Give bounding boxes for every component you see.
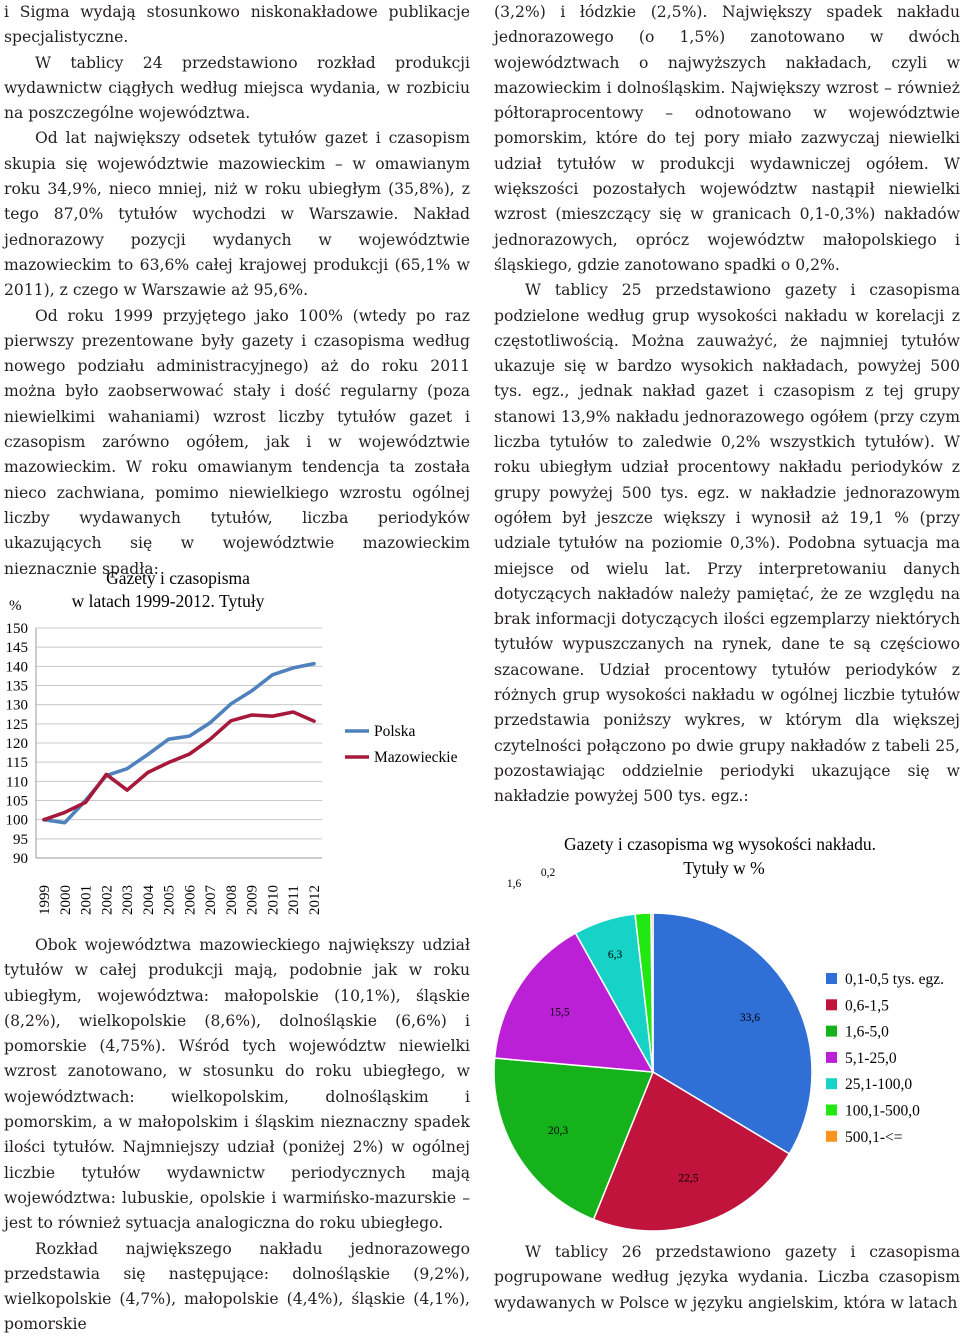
legend-swatch <box>826 1105 837 1116</box>
y-tick-label: 150 <box>5 621 28 637</box>
x-ticks <box>37 885 323 916</box>
y-tick-label: 95 <box>13 831 28 848</box>
y-tick-label: 140 <box>5 659 28 676</box>
x-tick-label: 2007 <box>203 885 220 915</box>
legend <box>826 971 944 1146</box>
right-column <box>494 0 960 810</box>
x-tick-label: 2005 <box>161 885 178 915</box>
legend-swatch <box>826 1078 837 1089</box>
paragraph: W tablicy 26 przedstawiono gazety i czasopisma pogrupowane według języka wydania. Liczba czasopism wydawanych w Polsce w języku angielskim, która w latach <box>494 1243 960 1312</box>
pie-slice-label: 0,2 <box>540 867 556 879</box>
legend-label: 100,1-500,0 <box>845 1102 920 1120</box>
x-tick-label: 2000 <box>57 885 74 915</box>
line-chart <box>0 560 480 920</box>
x-tick-label: 2012 <box>307 885 323 915</box>
legend-label: Mazowieckie <box>374 749 458 766</box>
legend-label: 25,1-100,0 <box>845 1076 913 1094</box>
pie-chart <box>494 826 960 1226</box>
paragraph: W tablicy 25 przedstawiono gazety i czasopisma podzielone według grup wysokości nakładu w korelacji z częstotliwością. Można zauważyć, że najmniej tytułów ukazuje się w bardzo wysokich nakładach, powyżej 500 tys. egz., jednak nakład gazet i czasopism z tej grupy stanowi 13,9% nakładu jednorazowego ogółem (przy czym liczba tytułów to zaledwie 0,2% wszystkich tytułów). W roku ubiegłym udział procentowy nakładu periodyków z grupy powyżej 500 tys. egz. w nakładzie jednorazowym ogółem był jeszcze większy i wynosił aż 19,1 % (przy udziale tytułów na poziomie 0,3%). Podobna sytuacja ma miejsce od wielu lat. Przy interpretowaniu danych dotyczących nakładów należy pamiętać, że ze względu na brak informacji dotyczących ilości egzemplarzy niektórych tytułów wypuszczanych na rynek, dane te są częściowo szacowane. Udział procentowy tytułów periodyków z różnych grup wysokości nakładu w ogólnej liczbie tytułów przedstawia poniższy wykres, w którym dla większej czytelności połączono po dwie grupy nakładów z tabeli 25, pozostawiając oddzielnie periodyki ukazujące się w nakładzie powyżej 500 tys. egz.: <box>494 281 960 806</box>
legend-label: 500,1-<= <box>845 1128 903 1146</box>
y-tick-label: 125 <box>5 716 28 733</box>
x-tick-label: 2010 <box>265 885 282 915</box>
y-ticks <box>6 621 29 867</box>
paragraph: (3,2%) i łódzkie (2,5%). Największy spadek nakładu jednorazowego (o 1,5%) zanotowano w dwóch województwach o najwyższych nakładach, czyli w mazowieckim i dolnośląskim. Największy wzrost – również półtoraprocentowy – odnotowano w województwie pomorskim, które do tej pory miało zazwyczaj niewielki udział tytułów w produkcji wydawniczej ogółem. W większości pozostałych województw nastąpił niewielki wzrost (mieszczący się w granicach 0,1-0,3%) nakładów jednorazowych, oprócz województw małopolskiego i śląskiego, gdzie zanotowano spadki o 0,2%. <box>494 3 960 274</box>
y-tick-label: 120 <box>5 736 28 752</box>
x-tick-label: 2011 <box>286 885 303 915</box>
legend-label: Polska <box>374 723 416 740</box>
x-tick-label: 2002 <box>99 885 116 915</box>
y-tick-label: 115 <box>6 755 28 772</box>
y-axis-label: % <box>9 598 22 614</box>
legend-swatch <box>826 999 837 1010</box>
series-line-mazowieckie <box>44 712 314 820</box>
grid <box>36 628 322 858</box>
chart-title: Gazety i czasopisma <box>106 568 250 588</box>
x-tick-label: 2004 <box>140 885 157 915</box>
legend-label: 0,6-1,5 <box>845 997 889 1015</box>
legend-swatch <box>826 1052 837 1063</box>
pie-slice-label: 15,5 <box>549 1006 570 1019</box>
legend-label: 1,6-5,0 <box>845 1023 889 1041</box>
paragraph: Rozkład największego nakładu jednorazowego przedstawia się następujące: dolnośląskie (9,2%), wielkopolskie (4,7%), małopolskie (4,4%), śląskie (4,1%), pomorskie <box>4 1239 470 1334</box>
right-column-bottom <box>494 1240 960 1316</box>
paragraph: Od roku 1999 przyjętego jako 100% (wtedy po raz pierwszy prezentowane były gazety i czasopisma według nowego podziału administracyjnego) aż do roku 2011 można było zaobserwować stały i dość regularny (poza niewielkimi wahaniami) wzrost liczby tytułów gazet i czasopism zarówno ogółem, jak i w województwie mazowieckim. W roku omawianym tendencja ta została nieco zachwiana, pomimo niewielkiego wzrostu ogólnej liczby wydawanych tytułów, liczba periodyków ukazujących się w województwie mazowieckim nieznacznie spadła: <box>4 306 470 578</box>
y-tick-label: 135 <box>5 678 28 695</box>
legend-swatch <box>826 1131 837 1142</box>
y-tick-label: 100 <box>5 812 28 829</box>
x-tick-label: 2006 <box>182 885 199 915</box>
left-column-bottom <box>4 933 470 1338</box>
x-tick-label: 2009 <box>244 885 261 915</box>
left-column <box>4 0 470 582</box>
legend-label: 5,1-25,0 <box>845 1049 897 1067</box>
paragraph: Od lat największy odsetek tytułów gazet i czasopism skupia się województwie mazowieckim – w omawianym roku 34,9%, nieco mniej, niż w roku ubiegłym (35,8%), z tego 87,0% tytułów wychodzi w Warszawie. Nakład jednorazowy pozycji wydanych w województwie mazowieckim to 63,6% całej krajowej produkcji (65,1% w 2011), z czego w Warszawie aż 95,6%. <box>4 129 470 300</box>
pie-slice-label: 20,3 <box>548 1125 569 1138</box>
chart-title: Gazety i czasopisma wg wysokości nakładu. <box>563 834 877 854</box>
pie-slice-label: 33,6 <box>739 1012 760 1025</box>
y-tick-label: 90 <box>13 851 28 867</box>
x-tick-label: 2001 <box>78 885 95 915</box>
x-tick-label: 2008 <box>223 885 240 915</box>
slices <box>494 913 812 1231</box>
pie-slice-label: 22,5 <box>678 1172 699 1185</box>
chart-subtitle: Tytuły w % <box>683 858 765 878</box>
y-tick-label: 105 <box>5 793 28 810</box>
paragraph: i Sigma wydają stosunkowo niskonakładowe publikacje specjalistyczne. <box>4 3 470 47</box>
pie-slice-label: 1,6 <box>506 878 522 890</box>
y-tick-label: 110 <box>6 774 28 791</box>
chart-subtitle: w latach 1999-2012. Tytuły <box>71 591 265 611</box>
legend-label: 0,1-0,5 tys. egz. <box>845 971 945 988</box>
paragraph: Obok województwa mazowieckiego największy udział tytułów w całej produkcji mają, podobnie jak w roku ubiegłym, województwa: małopolskie (10,1%), śląskie (8,2%), wielkopolskie (8,6%), dolnośląskie (6,6%) i pomorskie (4,75%). Wśród tych województw niewielki wzrost zanotowano, w stosunku do roku ubiegłego, w województwach: wielkopolskim, dolnośląskim i pomorskim, a w małopolskim i śląskim nieznaczny spadek ilości tytułów. Najmniejszy udział (poniżej 2%) w ogólnej liczbie tytułów wydawnictw periodycznych mają województwa: lubuskie, opolskie i warmińsko-mazurskie – jest to również sytuacja analogiczna do roku ubiegłego. <box>4 936 470 1233</box>
x-tick-label: 2003 <box>120 885 137 915</box>
y-tick-label: 130 <box>5 697 28 714</box>
legend-swatch <box>826 973 837 984</box>
y-tick-label: 145 <box>5 640 28 657</box>
legend <box>345 723 458 766</box>
pie-slice-label: 6,3 <box>607 948 623 961</box>
paragraph: W tablicy 24 przedstawiono rozkład produkcji wydawnictw ciągłych według miejsca wydania, w rozbiciu na poszczególne województwa. <box>4 53 470 123</box>
x-tick-label: 1999 <box>37 885 53 915</box>
legend-swatch <box>826 1026 837 1037</box>
